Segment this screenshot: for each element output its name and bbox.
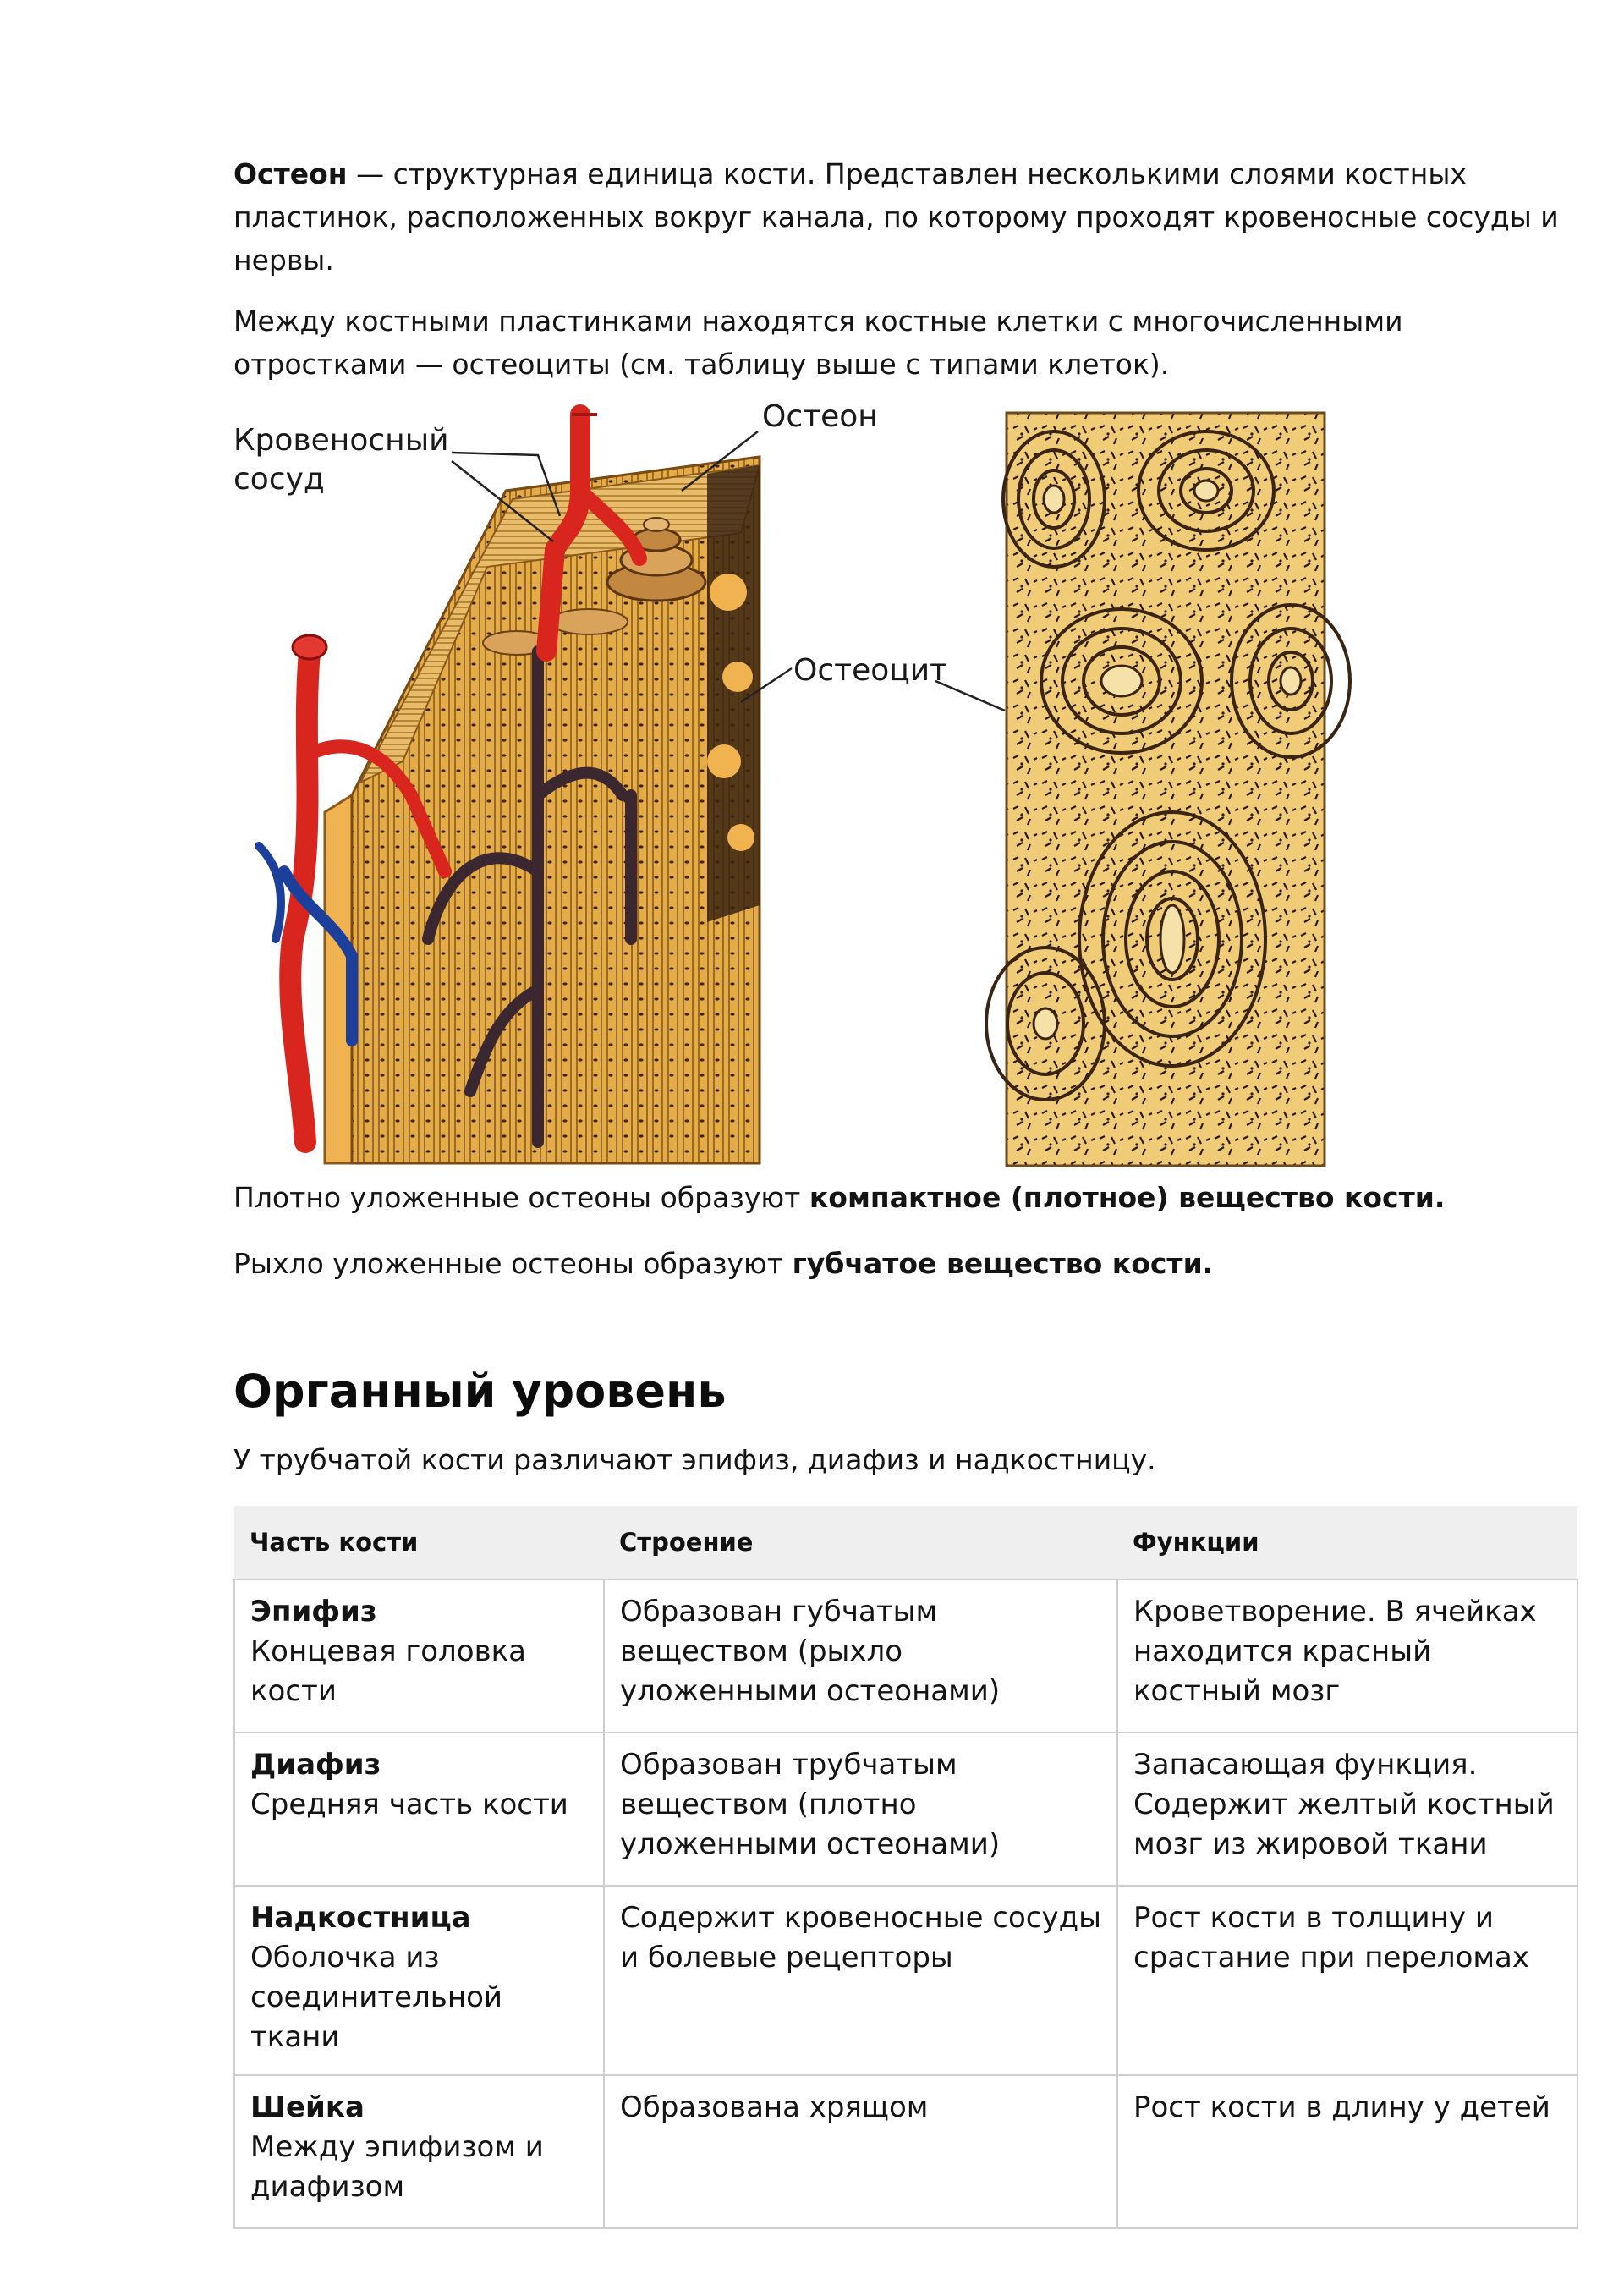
part-cell: Диафиз Средняя часть кости <box>234 1733 604 1886</box>
osteon-term: Остеон <box>233 157 348 190</box>
section-intro: У трубчатой кости различают эпифиз, диафиз и надкостницу. <box>233 1443 1156 1476</box>
structure-cell: Образован трубчатым веществом (плотно уложенными остеонами) <box>604 1733 1117 1886</box>
section-heading: Органный уровень <box>233 1365 727 1418</box>
summary-block <box>233 1176 1578 1285</box>
header-function: Функции <box>1117 1506 1577 1579</box>
osteon-3d-block <box>259 415 760 1163</box>
part-cell: Надкостница Оболочка из соединительной ткани <box>234 1886 604 2075</box>
osteocyte-label: Остеоцит <box>793 653 948 688</box>
header-structure: Строение <box>604 1506 1117 1579</box>
osteon-illustration <box>233 398 1578 1176</box>
function-cell: Рост кости в толщину и срастание при переломах <box>1117 1886 1577 2075</box>
osteon-definition-paragraph <box>233 152 1578 282</box>
table-row <box>234 1733 1577 1886</box>
part-cell: Эпифиз Концевая головка кости <box>234 1579 604 1733</box>
osteon-label: Остеон <box>762 399 878 434</box>
function-cell: Запасающая функция. Содержит желтый костный мозг из жировой ткани <box>1117 1733 1577 1886</box>
osteon-drawing <box>233 398 1578 1176</box>
compact-bone-sentence: Плотно уложенные остеоны образуют компактное (плотное) вещество кости. <box>233 1181 1446 1214</box>
document-page <box>233 152 1578 2204</box>
bone-parts-table <box>233 1506 1578 2229</box>
compact-bone-term: компактное (плотное) вещество кости. <box>809 1181 1446 1214</box>
structure-cell: Образован губчатым веществом (рыхло уложенными остеонами) <box>604 1579 1117 1733</box>
part-cell: Шейка Между эпифизом и диафизом <box>234 2075 604 2228</box>
function-cell: Кроветворение. В ячейках находится красный костный мозг <box>1117 1579 1577 1733</box>
spongy-bone-term: губчатое вещество кости. <box>792 1247 1214 1280</box>
structure-cell: Образована хрящом <box>604 2075 1117 2228</box>
osteon-cross-section <box>986 413 1350 1166</box>
structure-cell: Содержит кровеносные сосуды и болевые рецепторы <box>604 1886 1117 2075</box>
table-row <box>234 1579 1577 1733</box>
spongy-bone-sentence: Рыхло уложенные остеоны образуют губчатое вещество кости. <box>233 1247 1214 1280</box>
osteon-definition-text: — структурная единица кости. Представлен несколькими слоями костных пластинок, расположенных вокруг канала, по которому проходят кровеносные сосуды и нервы. <box>233 157 1559 277</box>
table-header-row <box>234 1506 1577 1579</box>
table-row <box>234 2075 1577 2228</box>
osteocyte-paragraph <box>233 299 1578 386</box>
blood-vessel-label: Кровеносный сосуд <box>233 423 449 497</box>
header-part: Часть кости <box>234 1506 604 1579</box>
osteocyte-text: Между костными пластинками находятся костные клетки с многочисленными отростками — остеоциты (см. таблицу выше с типами клеток). <box>233 305 1403 381</box>
function-cell: Рост кости в длину у детей <box>1117 2075 1577 2228</box>
table-row <box>234 1886 1577 2075</box>
